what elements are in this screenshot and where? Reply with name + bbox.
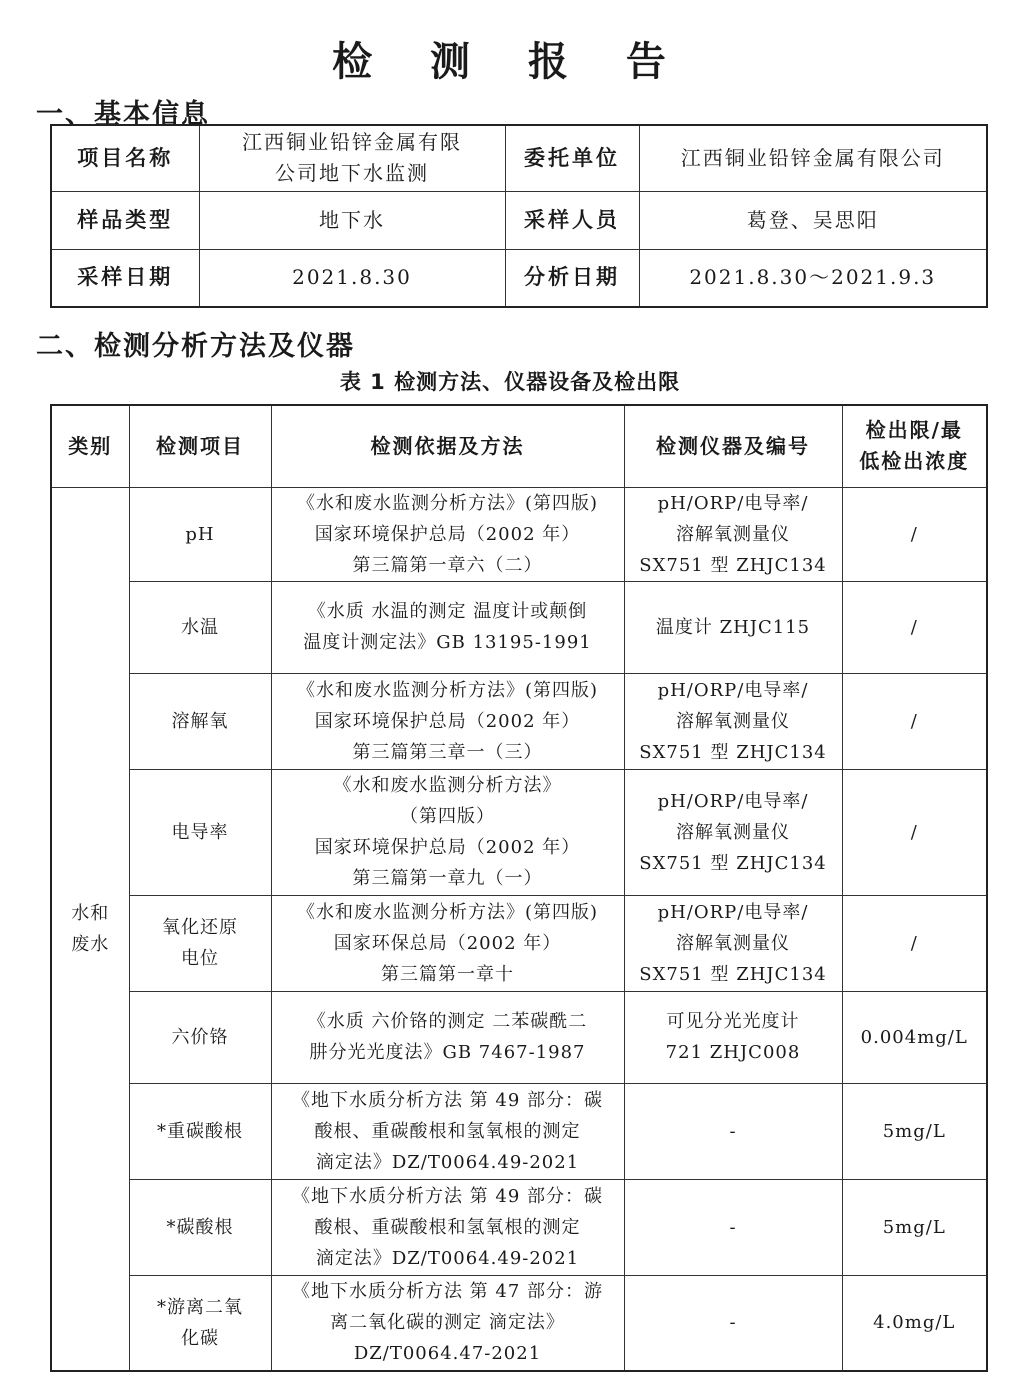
method-line: 《水质 六价铬的测定 二苯碳酰二	[307, 1011, 588, 1032]
method-line: 国家环境保护总局（2002 年）	[314, 710, 581, 732]
section-basic-info-heading: 一、基本信息	[36, 99, 210, 130]
instrument-cell	[624, 895, 842, 991]
sample-type-label: 样品类型	[51, 191, 199, 249]
project-name-line: 江西铜业铅锌金属有限	[242, 130, 462, 155]
instrument-line: SX751 型 ZHJC134	[639, 963, 827, 985]
method-line: 《地下水质分析方法 第 49 部分：碳	[291, 1185, 604, 1207]
table-row	[51, 991, 987, 1083]
project-name-line: 公司地下水监测	[275, 161, 429, 186]
method-line: 离二氧化碳的测定 滴定法》	[330, 1312, 565, 1334]
method-line: 《水和废水监测分析方法》(第四版)	[296, 901, 599, 923]
project-name-label: 项目名称	[51, 125, 199, 191]
method-line: 第三篇第一章六（二）	[352, 554, 543, 576]
method-line: 酸根、重碳酸根和氢氧根的测定	[314, 1216, 581, 1238]
method-cell	[271, 769, 624, 895]
item-cell	[129, 1083, 271, 1179]
instrument-cell	[624, 991, 842, 1083]
item-line: 氧化还原	[162, 917, 238, 938]
basic-info-row	[51, 191, 987, 249]
item-line: 溶解氧	[171, 710, 229, 732]
instrument-cell	[624, 769, 842, 895]
sample-type-value: 地下水	[199, 191, 505, 249]
method-cell	[271, 991, 624, 1083]
table-row	[51, 1179, 987, 1275]
item-line: 化碳	[181, 1327, 219, 1349]
method-line: 国家环保总局（2002 年）	[333, 932, 562, 954]
instrument-line: -	[729, 1120, 737, 1142]
item-line: *重碳酸根	[157, 1120, 243, 1142]
item-line: 电位	[181, 948, 219, 969]
table-row	[51, 581, 987, 673]
instrument-line: 721 ZHJC008	[665, 1042, 801, 1063]
method-line: 《水和废水监测分析方法》(第四版)	[296, 492, 599, 514]
section-methods-heading: 二、检测分析方法及仪器	[36, 331, 355, 362]
basic-info-table	[50, 124, 988, 308]
header-limit-line: 检出限/最	[865, 418, 963, 443]
item-line: pH	[185, 523, 215, 545]
category-cell	[51, 487, 129, 1371]
header-limit	[842, 405, 987, 487]
instrument-cell	[624, 1179, 842, 1275]
method-line: 第三篇第一章九（一）	[352, 868, 543, 889]
method-line: 滴定法》DZ/T0064.49-2021	[315, 1247, 580, 1269]
table-caption: 表 1 检测方法、仪器设备及检出限	[339, 370, 681, 394]
category-line: 废水	[71, 933, 110, 955]
method-cell	[271, 581, 624, 673]
item-cell	[129, 895, 271, 991]
header-category: 类别	[51, 405, 129, 487]
header-instrument: 检测仪器及编号	[624, 405, 842, 487]
table-row	[51, 769, 987, 895]
sampling-date-value: 2021.8.30	[199, 249, 505, 307]
method-cell	[271, 487, 624, 581]
item-line: *游离二氧	[157, 1296, 243, 1318]
basic-info-row	[51, 125, 987, 191]
table-row	[51, 895, 987, 991]
limit-cell: 0.004mg/L	[842, 991, 987, 1083]
limit-cell: /	[842, 769, 987, 895]
instrument-line: -	[729, 1312, 737, 1334]
method-line: 《水质 水温的测定 温度计或颠倒	[307, 601, 588, 622]
instrument-line: 溶解氧测量仪	[676, 821, 790, 843]
method-line: 《水和废水监测分析方法》(第四版)	[296, 679, 599, 701]
method-line: 酸根、重碳酸根和氢氧根的测定	[314, 1120, 581, 1142]
item-line: *碳酸根	[166, 1216, 234, 1238]
instrument-line: SX751 型 ZHJC134	[639, 852, 827, 874]
method-line: 第三篇第三章一（三）	[352, 741, 543, 763]
analysis-date-label: 分析日期	[505, 249, 639, 307]
item-cell	[129, 991, 271, 1083]
item-line: 水温	[181, 616, 219, 638]
limit-cell: 4.0mg/L	[842, 1275, 987, 1371]
item-cell	[129, 487, 271, 581]
method-cell	[271, 673, 624, 769]
limit-cell: /	[842, 487, 987, 581]
method-line: （第四版）	[400, 806, 495, 827]
client-label: 委托单位	[505, 125, 639, 191]
instrument-line: pH/ORP/电导率/	[657, 679, 809, 701]
item-cell	[129, 1275, 271, 1371]
sampler-label: 采样人员	[505, 191, 639, 249]
header-row	[51, 405, 987, 487]
method-cell	[271, 1083, 624, 1179]
limit-cell: 5mg/L	[842, 1083, 987, 1179]
instrument-line: pH/ORP/电导率/	[657, 901, 809, 923]
method-line: 滴定法》DZ/T0064.49-2021	[315, 1151, 580, 1173]
instrument-line: 溶解氧测量仪	[676, 932, 790, 954]
limit-cell: 5mg/L	[842, 1179, 987, 1275]
item-cell	[129, 581, 271, 673]
instrument-line: pH/ORP/电导率/	[657, 790, 809, 812]
method-line: DZ/T0064.47-2021	[353, 1343, 542, 1365]
report-title: 检 测 报 告	[332, 39, 688, 85]
sampling-date-label: 采样日期	[51, 249, 199, 307]
instrument-cell	[624, 1275, 842, 1371]
limit-cell: /	[842, 895, 987, 991]
method-cell	[271, 1179, 624, 1275]
item-line: 六价铬	[171, 1026, 229, 1048]
item-line: 电导率	[171, 821, 229, 843]
client-value: 江西铜业铅锌金属有限公司	[639, 125, 987, 191]
method-line: 《水和废水监测分析方法》	[333, 775, 562, 796]
method-line: 肼分光光度法》GB 7467-1987	[309, 1042, 586, 1063]
method-line: 第三篇第一章十	[381, 963, 514, 985]
method-cell	[271, 895, 624, 991]
item-cell	[129, 769, 271, 895]
limit-cell: /	[842, 673, 987, 769]
method-line: 《地下水质分析方法 第 49 部分：碳	[291, 1089, 604, 1111]
method-line: 国家环境保护总局（2002 年）	[314, 837, 581, 858]
item-cell	[129, 1179, 271, 1275]
instrument-line: SX751 型 ZHJC134	[639, 741, 827, 763]
method-line: 温度计测定法》GB 13195-1991	[303, 632, 592, 653]
method-line: 国家环境保护总局（2002 年）	[314, 523, 581, 545]
table-row	[51, 1083, 987, 1179]
table-row	[51, 487, 987, 581]
instrument-line: pH/ORP/电导率/	[657, 492, 809, 514]
sampler-value: 葛登、吴思阳	[639, 191, 987, 249]
table-row	[51, 1275, 987, 1371]
header-item: 检测项目	[129, 405, 271, 487]
instrument-cell	[624, 673, 842, 769]
instrument-line: -	[729, 1216, 737, 1238]
table-row	[51, 673, 987, 769]
analysis-date-value: 2021.8.30～2021.9.3	[639, 249, 987, 307]
methods-table	[50, 404, 988, 1372]
instrument-cell	[624, 487, 842, 581]
project-name-value	[199, 125, 505, 191]
category-line: 水和	[71, 902, 110, 924]
instrument-line: 溶解氧测量仪	[676, 523, 790, 545]
header-limit-line: 低检出浓度	[859, 449, 970, 474]
method-cell	[271, 1275, 624, 1371]
header-method: 检测依据及方法	[271, 405, 624, 487]
instrument-line: SX751 型 ZHJC134	[639, 554, 827, 576]
instrument-cell	[624, 581, 842, 673]
instrument-line: 溶解氧测量仪	[676, 710, 790, 732]
method-line: 《地下水质分析方法 第 47 部分：游	[291, 1281, 604, 1303]
instrument-cell	[624, 1083, 842, 1179]
item-cell	[129, 673, 271, 769]
basic-info-row	[51, 249, 987, 307]
limit-cell: /	[842, 581, 987, 673]
instrument-line: 可见分光光度计	[666, 1011, 800, 1032]
instrument-line: 温度计 ZHJC115	[655, 616, 811, 638]
